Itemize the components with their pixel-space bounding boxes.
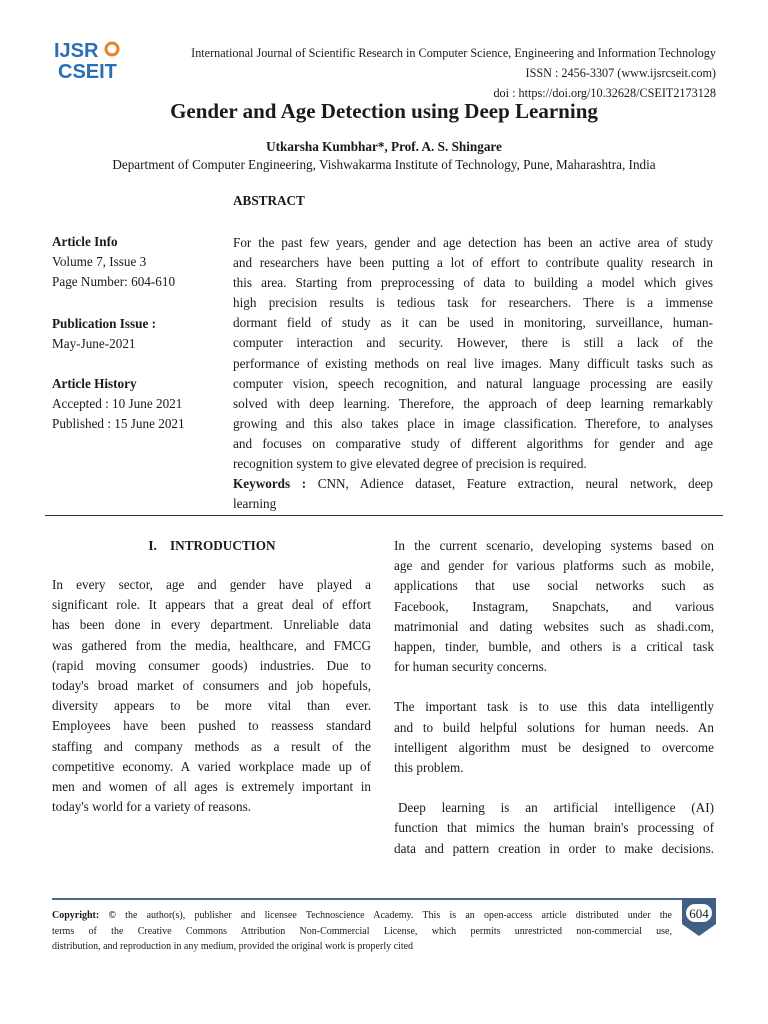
abstract-line: high precision results is tedious task for researchers. There is a immense <box>233 295 713 311</box>
publication-issue <box>52 314 222 354</box>
page-number-badge <box>680 896 718 938</box>
publication-issue-heading: Publication Issue : <box>52 316 157 331</box>
abstract-line: computer interaction and security. However, there is still a lack of the <box>233 335 713 351</box>
body-line: The important task is to use this data intelligently <box>394 699 714 715</box>
body-line: data and pattern creation in order to make decisions. <box>394 840 714 856</box>
keywords-line <box>233 474 713 494</box>
article-info-heading: Article Info <box>52 234 118 249</box>
body-line: Facebook, Instagram, Snapchats, and various <box>394 598 714 614</box>
body-line: was gathered from the media, healthcare, and FMCG <box>52 637 371 653</box>
article-info <box>52 232 222 292</box>
body-line: and to build helpful solutions for human needs. An <box>394 719 714 735</box>
abstract-body <box>233 233 713 514</box>
section-heading-introduction <box>52 538 372 554</box>
body-line: today's broad market of consumers and job hopefuls, <box>52 678 371 694</box>
article-history <box>52 374 222 434</box>
keywords-continuation: learning <box>233 496 277 512</box>
copyright-label: Copyright: © <box>52 910 116 921</box>
abstract-line: dormant field of study as it can be used in monitoring, surveillance, human- <box>233 315 713 331</box>
body-line: applications that use social networks such as <box>394 578 714 594</box>
abstract-line: and focuses on comparative study of different algorithms for gender and age <box>233 435 713 451</box>
body-line: Deep learning is an artificial intelligence (AI) <box>398 800 714 816</box>
abstract-line: this area. Starting from preprocessing of data to building a model which gives <box>233 275 713 291</box>
copyright-line: distribution, and reproduction in any medium, provided the original work is properly cited <box>52 941 414 952</box>
journal-doi: doi : https://doi.org/10.32628/CSEIT2173128 <box>493 86 716 100</box>
abstract-line: and researchers have been putting a lot of effort to contribute quality research in <box>233 255 713 271</box>
body-line: staffing and company methods as a result of the <box>52 738 371 754</box>
logo-text-bottom: CSEIT <box>58 61 117 82</box>
body-line: Employees have been pushed to reassess standard <box>52 718 371 734</box>
body-line: matrimonial and dating websites such as shadi.com, <box>394 618 714 634</box>
footer-rule <box>52 898 692 900</box>
paper-title: Gender and Age Detection using Deep Learning <box>170 99 598 123</box>
abstract-line: recognition system to give elevated degree of precision is required. <box>233 456 587 472</box>
abstract-line: performance of existing methods on real live images. Many difficult tasks such as <box>233 355 713 371</box>
body-line: today's world for a variety of reasons. <box>52 799 252 815</box>
page-number: 604 <box>689 906 709 921</box>
right-column <box>394 536 714 859</box>
journal-issn: ISSN : 2456-3307 (www.ijsrcseit.com) <box>525 66 716 80</box>
abstract-line: For the past few years, gender and age detection has been an active area of study <box>233 235 713 250</box>
journal-name: International Journal of Scientific Research in Computer Science, Engineering and Information Technology <box>191 46 716 60</box>
copyright-notice <box>52 908 672 955</box>
left-column <box>52 575 371 817</box>
abstract-line: growing and this also takes place in image classification. Therefore, to analyses <box>233 415 713 431</box>
accepted-date: Accepted : 10 June 2021 <box>52 396 183 411</box>
body-line: In every sector, age and gender have played a <box>52 577 371 592</box>
abstract-line: solved with deep learning. Therefore, the approach of deep learning remarkably <box>233 395 713 411</box>
copyright-line: terms of the Creative Commons Attribution Non-Commercial License, which permits unrestricted non-commercial use, <box>52 925 672 937</box>
section-heading-text: I. INTRODUCTION <box>148 538 276 553</box>
volume-issue: Volume 7, Issue 3 <box>52 254 147 269</box>
section-divider <box>45 515 723 516</box>
logo-text-top: IJSR <box>54 40 99 62</box>
body-line: men and women of all ages is extremely important in <box>52 779 371 795</box>
page-range: Page Number: 604-610 <box>52 274 176 289</box>
paragraph-gap <box>394 778 714 798</box>
body-line: diversity appears to be more vital than ever. <box>52 698 371 714</box>
keywords-label: Keywords : <box>233 476 307 492</box>
body-line: function that mimics the human brain's processing of <box>394 820 714 836</box>
affiliation: Department of Computer Engineering, Vishwakarma Institute of Technology, Pune, Maharashtra, India <box>112 157 656 172</box>
abstract-heading: ABSTRACT <box>233 193 305 208</box>
abstract-line: computer vision, speech recognition, and natural language processing are easily <box>233 375 713 391</box>
authors: Utkarsha Kumbhar*, Prof. A. S. Shingare <box>266 139 502 154</box>
body-line: significant role. It appears that a great deal of effort <box>52 597 371 613</box>
publication-issue-value: May-June-2021 <box>52 336 136 351</box>
copyright-line <box>52 908 672 924</box>
published-date: Published : 15 June 2021 <box>52 416 185 431</box>
journal-header <box>116 43 716 103</box>
body-line: In the current scenario, developing systems based on <box>394 538 714 553</box>
keywords-text: CNN, Adience dataset, Feature extraction, neural network, deep <box>317 476 713 492</box>
paragraph-gap <box>394 677 714 697</box>
copyright-text: the author(s), publisher and licensee Technoscience Academy. This is an open-access article distributed under the <box>115 910 672 921</box>
body-line: (rapid moving consumer goods) industries. Due to <box>52 657 371 673</box>
body-line: for human security concerns. <box>394 659 548 675</box>
body-line: this problem. <box>394 760 464 776</box>
body-line: competitive economy. A varied workplace made up of <box>52 758 371 774</box>
body-line: age and gender for various platforms such as mobile, <box>394 558 714 574</box>
article-history-heading: Article History <box>52 376 137 391</box>
body-line: has been done in every department. Unreliable data <box>52 617 371 633</box>
body-line: happen, tinder, bumble, and others is a critical task <box>394 639 714 655</box>
body-line: intelligent algorithm must be designed to overcome <box>394 739 714 755</box>
